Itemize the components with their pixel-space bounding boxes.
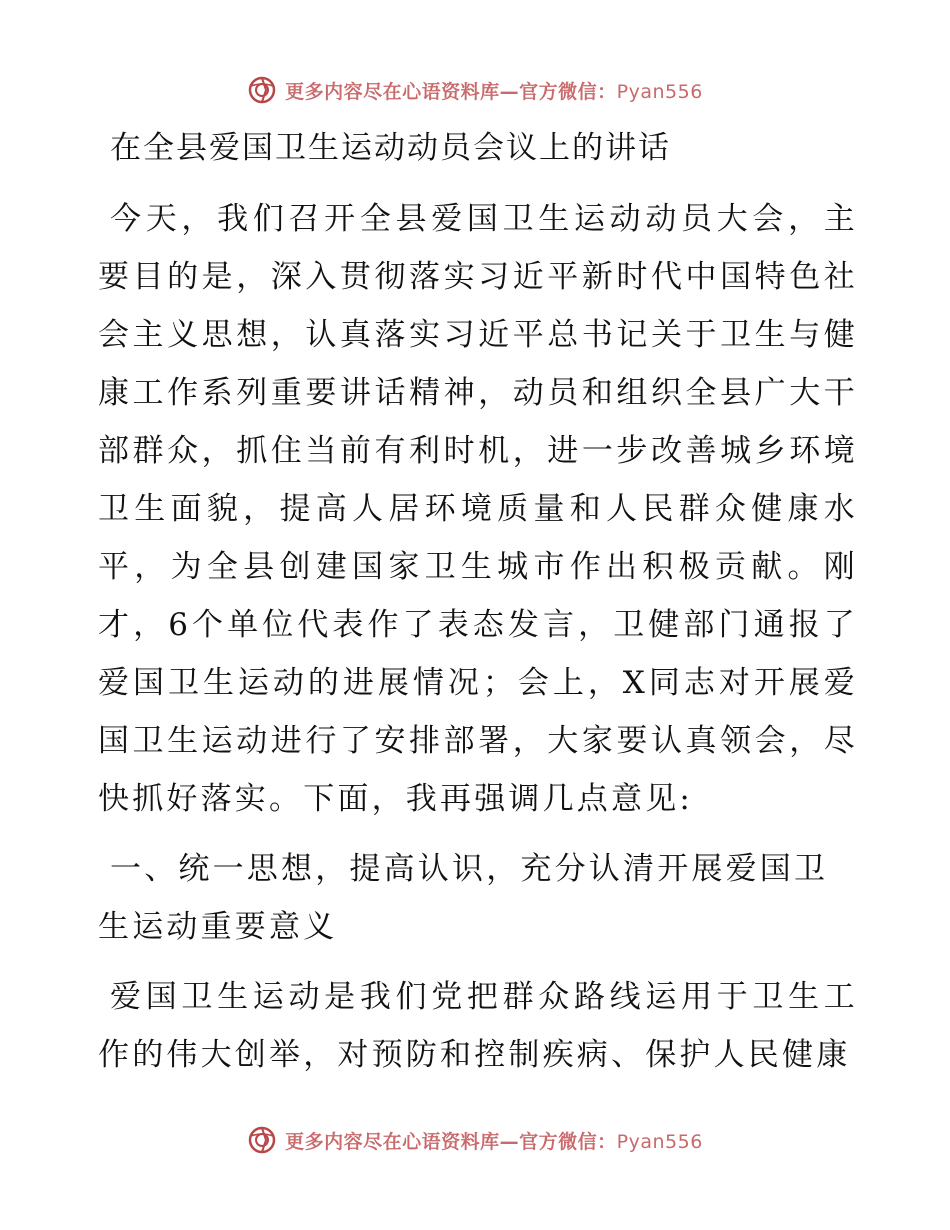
banner-wechat-id: Pyan556 (616, 80, 703, 103)
body-paragraph: 今天，我们召开全县爱国卫生运动动员大会，主要目的是，深入贯彻落实习近平新时代中国特色社会主义思想，认真落实习近平总书记关于卫生与健康工作系列重要讲话精神，动员和组织全县广大干部群众，抓住当前有利时机，进一步改善城乡环境卫生面貌，提高人居环境质量和人民群众健康水平，为全县创建国家卫生城市作出积极贡献。刚才，6个单位代表作了表态发言，卫健部门通报了爱国卫生运动的进展情况；会上，X同志对开展爱国卫生运动进行了安排部署，大家要认真领会，尽快抓好落实。下面，我再强调几点意见: (98, 201, 858, 817)
footer-banner (0, 1120, 950, 1160)
document-body (98, 122, 858, 1084)
header-banner (0, 70, 950, 110)
banner-wechat-id: Pyan556 (616, 1130, 703, 1153)
banner-label: 更多内容尽在心语资料库—官方微信： (285, 1130, 617, 1153)
banner-text (285, 77, 703, 104)
document-title: 在全县爱国卫生运动动员会议上的讲话 (110, 130, 671, 166)
section-heading: 一、统一思想，提高认识，充分认清开展爱国卫生运动重要意义 (98, 851, 829, 945)
xinyu-logo-icon (247, 1125, 277, 1155)
body-paragraph: 爱国卫生运动是我们党把群众路线运用于卫生工作的伟大创举，对预防和控制疾病、保护人民健康 (98, 979, 858, 1073)
xinyu-logo-icon (247, 75, 277, 105)
banner-text (285, 1127, 703, 1154)
banner-label: 更多内容尽在心语资料库—官方微信： (285, 80, 617, 103)
